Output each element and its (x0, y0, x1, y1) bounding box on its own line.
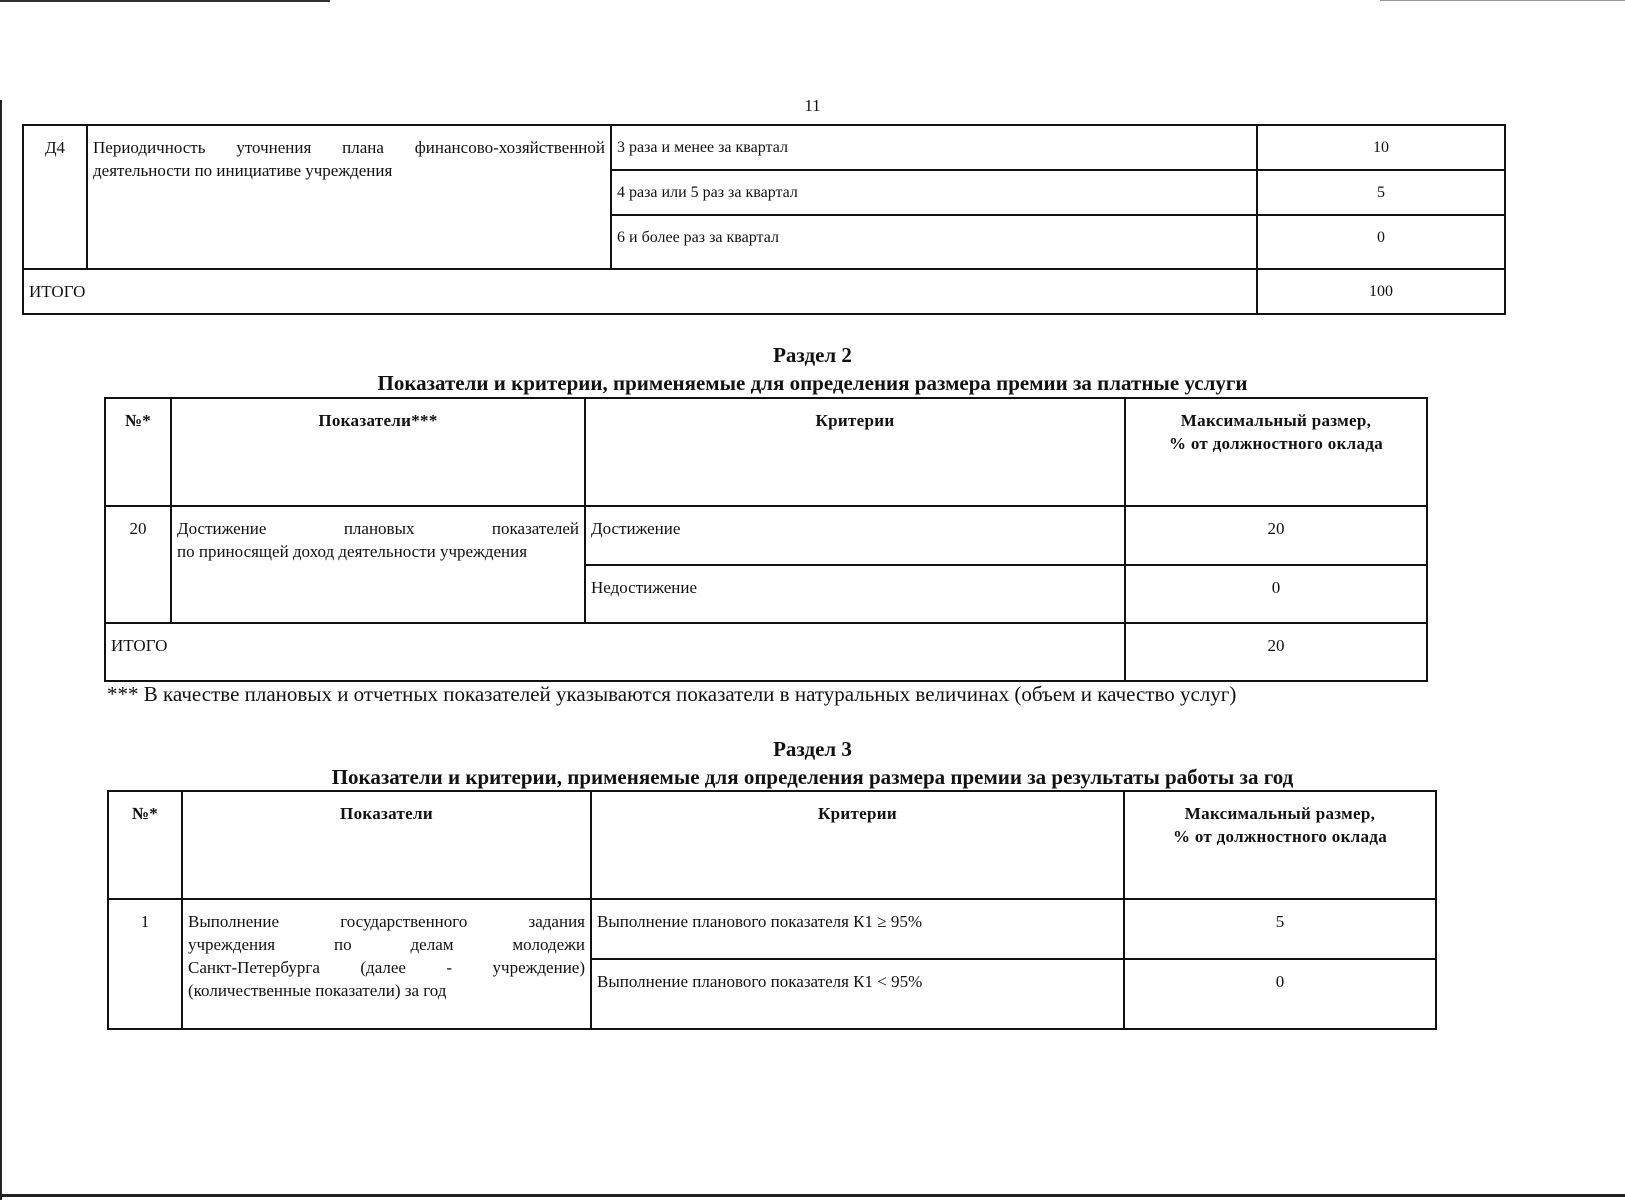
indicator-line: (количественные показатели) за год (188, 981, 447, 1000)
footnote: *** В качестве плановых и отчетных показателей указываются показатели в натуральных величинах (объем и качество услуг) (107, 682, 1237, 706)
value-cell: 20 (1125, 506, 1427, 565)
header-max-line2: % от должностного оклада (1172, 827, 1388, 846)
section3-table (107, 790, 1437, 1030)
section2-title: Раздел 2 (773, 343, 852, 367)
indicator-line: Выполнение государственного задания (188, 912, 585, 931)
value-cell: 0 (1257, 215, 1505, 269)
value-cell: 10 (1257, 125, 1505, 170)
criteria-table-d4 (22, 124, 1506, 315)
section3-title: Раздел 3 (773, 737, 852, 761)
scan-border-left (0, 100, 2, 1200)
page-number: 11 (804, 96, 821, 115)
table-row (23, 125, 1505, 170)
header-row (105, 398, 1427, 506)
indicator-cell: Периодичность уточнения плана финансово-хозяйственной деятельности по инициативе учреждения (87, 125, 611, 269)
header-max-line1: Максимальный размер, (1184, 804, 1376, 823)
section2-subtitle: Показатели и критерии, применяемые для определения размера премии за платные услуги (377, 371, 1248, 395)
scan-border-top (0, 0, 330, 2)
scan-border-top-right (1380, 0, 1625, 1)
header-indicator: Показатели (182, 791, 591, 899)
total-label: ИТОГО (105, 623, 1125, 681)
criterion-cell: Выполнение планового показателя К1 ≥ 95% (591, 899, 1124, 959)
indicator-line: учреждения по делам молодежи (188, 935, 585, 954)
value-cell: 5 (1124, 899, 1436, 959)
total-row (105, 623, 1427, 681)
value-cell: 0 (1125, 565, 1427, 623)
total-row (23, 269, 1505, 314)
section2-table (104, 397, 1428, 682)
section3-subtitle: Показатели и критерии, применяемые для определения размера премии за результаты работы за год (331, 765, 1294, 789)
criterion-cell: 3 раза и менее за квартал (611, 125, 1257, 170)
header-indicator: Показатели*** (171, 398, 585, 506)
row-code: Д4 (23, 125, 87, 269)
total-value: 100 (1257, 269, 1505, 314)
indicator-cell (171, 506, 585, 623)
header-num: №* (108, 791, 182, 899)
indicator-cell (182, 899, 591, 1029)
criterion-cell: 6 и более раз за квартал (611, 215, 1257, 269)
total-value: 20 (1125, 623, 1427, 681)
total-label: ИТОГО (23, 269, 1257, 314)
value-cell: 0 (1124, 959, 1436, 1029)
indicator-line: Санкт-Петербурга (далее - учреждение) (188, 958, 585, 977)
criterion-cell: Недостижение (585, 565, 1125, 623)
indicator-line: по приносящей доход деятельности учреждения (177, 542, 528, 561)
row-num: 1 (108, 899, 182, 1029)
criterion-cell: 4 раза или 5 раз за квартал (611, 170, 1257, 215)
header-criteria: Критерии (591, 791, 1124, 899)
value-cell: 5 (1257, 170, 1505, 215)
criterion-cell: Достижение (585, 506, 1125, 565)
header-max-size (1124, 791, 1436, 899)
indicator-line: Достижение плановых показателей (177, 519, 579, 538)
header-max-line1: Максимальный размер, (1180, 411, 1372, 430)
table-row (108, 899, 1436, 959)
table-row (105, 506, 1427, 565)
row-num: 20 (105, 506, 171, 623)
criterion-cell: Выполнение планового показателя К1 < 95% (591, 959, 1124, 1029)
header-criteria: Критерии (585, 398, 1125, 506)
header-max-line2: % от должностного оклада (1168, 434, 1384, 453)
scan-border-bottom (0, 1194, 1625, 1197)
header-max-size (1125, 398, 1427, 506)
header-num: №* (105, 398, 171, 506)
header-row (108, 791, 1436, 899)
